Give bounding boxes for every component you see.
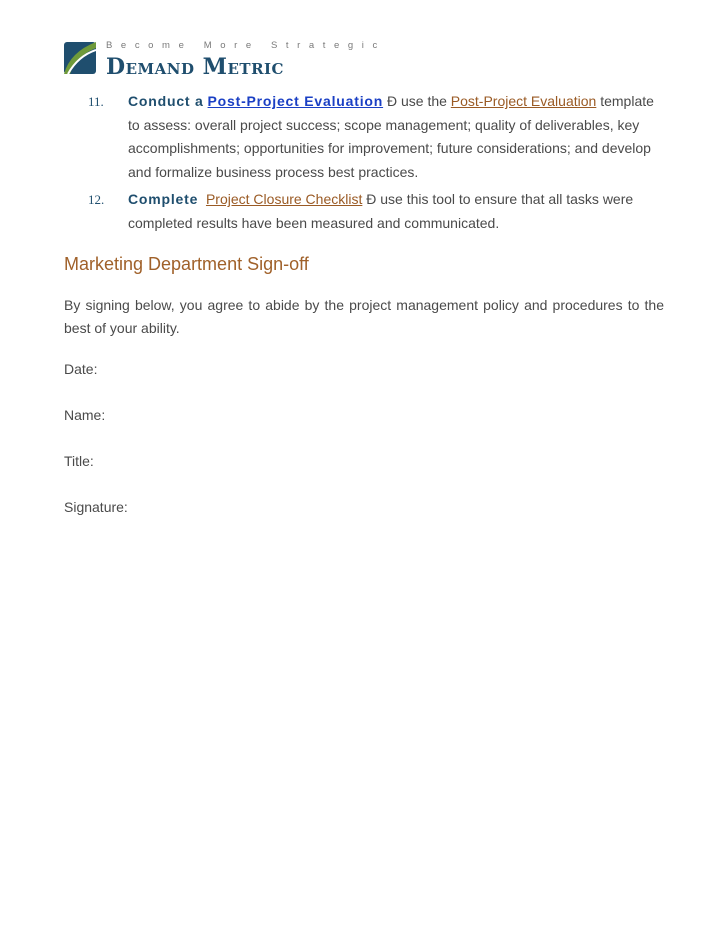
item-text: template to assess: overall project success; scope management; quality of deliverables, key accomplishments; opportunities for improvement; future considerations; and develop and formalize business process best practices.	[128, 93, 654, 180]
brand-name: Demand Metric	[106, 54, 284, 80]
title-field-label: Title:	[64, 453, 94, 469]
item-lead: Conduct a	[128, 93, 204, 109]
section-paragraph: By signing below, you agree to abide by the project management policy and procedures to the best of your ability.	[64, 297, 664, 336]
post-project-evaluation-link[interactable]: Post-Project Evaluation	[207, 93, 384, 109]
date-field-label: Date:	[64, 361, 98, 377]
list-item	[88, 90, 668, 184]
name-field-label: Name:	[64, 407, 106, 423]
tagline: Become More Strategic	[106, 40, 386, 51]
post-project-evaluation-template-link[interactable]: Post-Project Evaluation	[450, 93, 597, 109]
steps-list	[88, 90, 668, 235]
signature-field-label: Signature:	[64, 499, 128, 515]
project-closure-checklist-link[interactable]: Project Closure Checklist	[205, 191, 363, 207]
section-title: Marketing Department Sign-off	[64, 254, 309, 274]
demand-metric-logo-icon	[64, 42, 96, 74]
item-number: 11.	[88, 94, 104, 109]
item-text: Ð use the	[383, 93, 451, 109]
document-header	[64, 38, 386, 80]
item-text: Ð use this tool to ensure that all tasks were completed results have been measured and communicated.	[128, 191, 634, 231]
list-item	[88, 188, 668, 235]
item-number: 12.	[88, 192, 105, 207]
item-lead: Complete	[128, 191, 199, 207]
